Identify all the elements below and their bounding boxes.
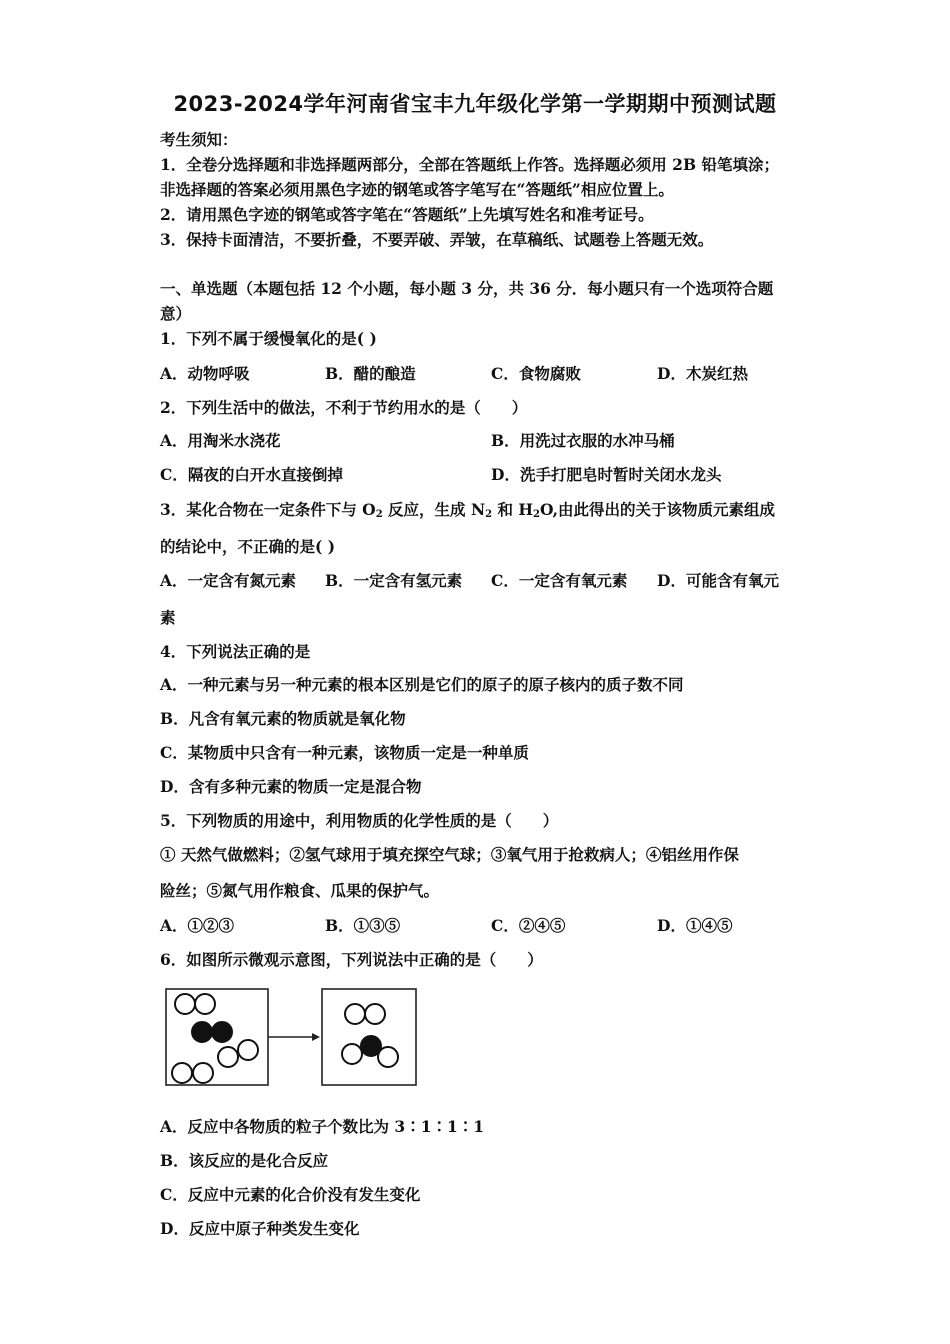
q4-option-d[interactable]: D．含有多种元素的物质一定是混合物	[160, 777, 422, 796]
section-heading: 一、单选题（本题包括 12 个小题，每小题 3 分，共 36 分．每小题只有一个选项符合题	[160, 279, 774, 298]
q1-option-c[interactable]: C．食物腐败	[491, 364, 581, 383]
q6-option-d[interactable]: D．反应中原子种类发生变化	[160, 1219, 360, 1238]
question-3-stem-cont: 的结论中，不正确的是( )	[160, 537, 336, 556]
q6-option-c[interactable]: C．反应中元素的化合价没有发生变化	[160, 1185, 421, 1204]
notice-item: 1．全卷分选择题和非选择题两部分，全部在答题纸上作答。选择题必须用 2B 铅笔填涂；	[160, 155, 779, 174]
notice-item: 2．请用黑色字迹的钢笔或答字笔在“答题纸”上先填写姓名和准考证号。	[160, 205, 654, 224]
q3-stem-part: 和 H	[492, 500, 534, 519]
question-5-stem: 5．下列物质的用途中，利用物质的化学性质的是（ ）	[160, 811, 559, 830]
q4-option-c[interactable]: C．某物质中只含有一种元素，该物质一定是一种单质	[160, 743, 529, 762]
q4-option-a[interactable]: A．一种元素与另一种元素的根本区别是它们的原子的原子核内的质子数不同	[160, 675, 684, 694]
q1-option-b[interactable]: B．醋的酿造	[325, 364, 416, 383]
q5-option-b[interactable]: B．①③⑤	[325, 916, 401, 935]
q1-option-a[interactable]: A．动物呼吸	[160, 364, 250, 383]
question-6-stem: 6．如图所示微观示意图，下列说法中正确的是（ ）	[160, 950, 543, 969]
q6-option-a[interactable]: A．反应中各物质的粒子个数比为 3∶1∶1∶1	[160, 1117, 485, 1136]
question-4-stem: 4．下列说法正确的是	[160, 642, 311, 661]
q5-option-d[interactable]: D．①④⑤	[657, 916, 733, 935]
notice-item: 非选择题的答案必须用黑色字迹的钢笔或答字笔写在“答题纸”相应位置上。	[160, 180, 674, 199]
q3-stem-part: O,由此得出的关于该物质元素组成	[540, 500, 775, 519]
q2-option-b[interactable]: B．用洗过衣服的水冲马桶	[491, 431, 675, 450]
q1-option-d[interactable]: D．木炭红热	[657, 364, 748, 383]
q3-option-d[interactable]: D．可能含有氧元	[657, 571, 779, 590]
q2-option-a[interactable]: A．用淘米水浇花	[160, 431, 281, 450]
q2-option-c[interactable]: C．隔夜的白开水直接倒掉	[160, 465, 343, 484]
reaction-arrow	[268, 1033, 320, 1041]
notice-item: 3．保持卡面清洁，不要折叠，不要弄破、弄皱，在草稿纸、试题卷上答题无效。	[160, 230, 714, 249]
question-5-list-cont: 险丝；⑤氮气用作粮食、瓜果的保护气。	[160, 881, 440, 900]
q3-option-c[interactable]: C．一定含有氧元素	[491, 571, 628, 590]
q3-subscript: 2	[533, 509, 540, 520]
reactants-box	[166, 989, 268, 1085]
q6-option-b[interactable]: B．该反应的是化合反应	[160, 1151, 329, 1170]
products-box	[322, 989, 416, 1085]
q5-option-a[interactable]: A．①②③	[160, 916, 235, 935]
q3-option-a[interactable]: A．一定含有氮元素	[160, 571, 297, 590]
q5-option-c[interactable]: C．②④⑤	[491, 916, 566, 935]
question-5-list: ① 天然气做燃料；②氢气球用于填充探空气球；③氧气用于抢救病人；④铝丝用作保	[160, 845, 739, 864]
q3-option-d-wrap: 素	[160, 608, 176, 627]
q2-option-d[interactable]: D．洗手打肥皂时暂时关闭水龙头	[491, 465, 722, 484]
micro-reaction-diagram	[160, 985, 420, 1090]
q3-stem-part: 反应，生成 N	[382, 500, 486, 519]
question-3-stem	[160, 498, 775, 520]
q3-option-b[interactable]: B．一定含有氢元素	[325, 571, 463, 590]
q3-stem-part: 3．某化合物在一定条件下与 O	[160, 500, 376, 519]
page-title: 2023-2024学年河南省宝丰九年级化学第一学期期中预测试题	[173, 92, 777, 116]
q3-subscript: 2	[375, 509, 383, 520]
q4-option-b[interactable]: B．凡含有氧元素的物质就是氧化物	[160, 709, 406, 728]
question-2-stem: 2．下列生活中的做法，不利于节约用水的是（ ）	[160, 398, 528, 417]
question-1-stem: 1．下列不属于缓慢氧化的是( )	[160, 329, 377, 348]
notice-heading: 考生须知：	[160, 130, 238, 149]
section-heading-wrap: 意）	[160, 304, 192, 323]
q3-subscript: 2	[485, 509, 493, 520]
